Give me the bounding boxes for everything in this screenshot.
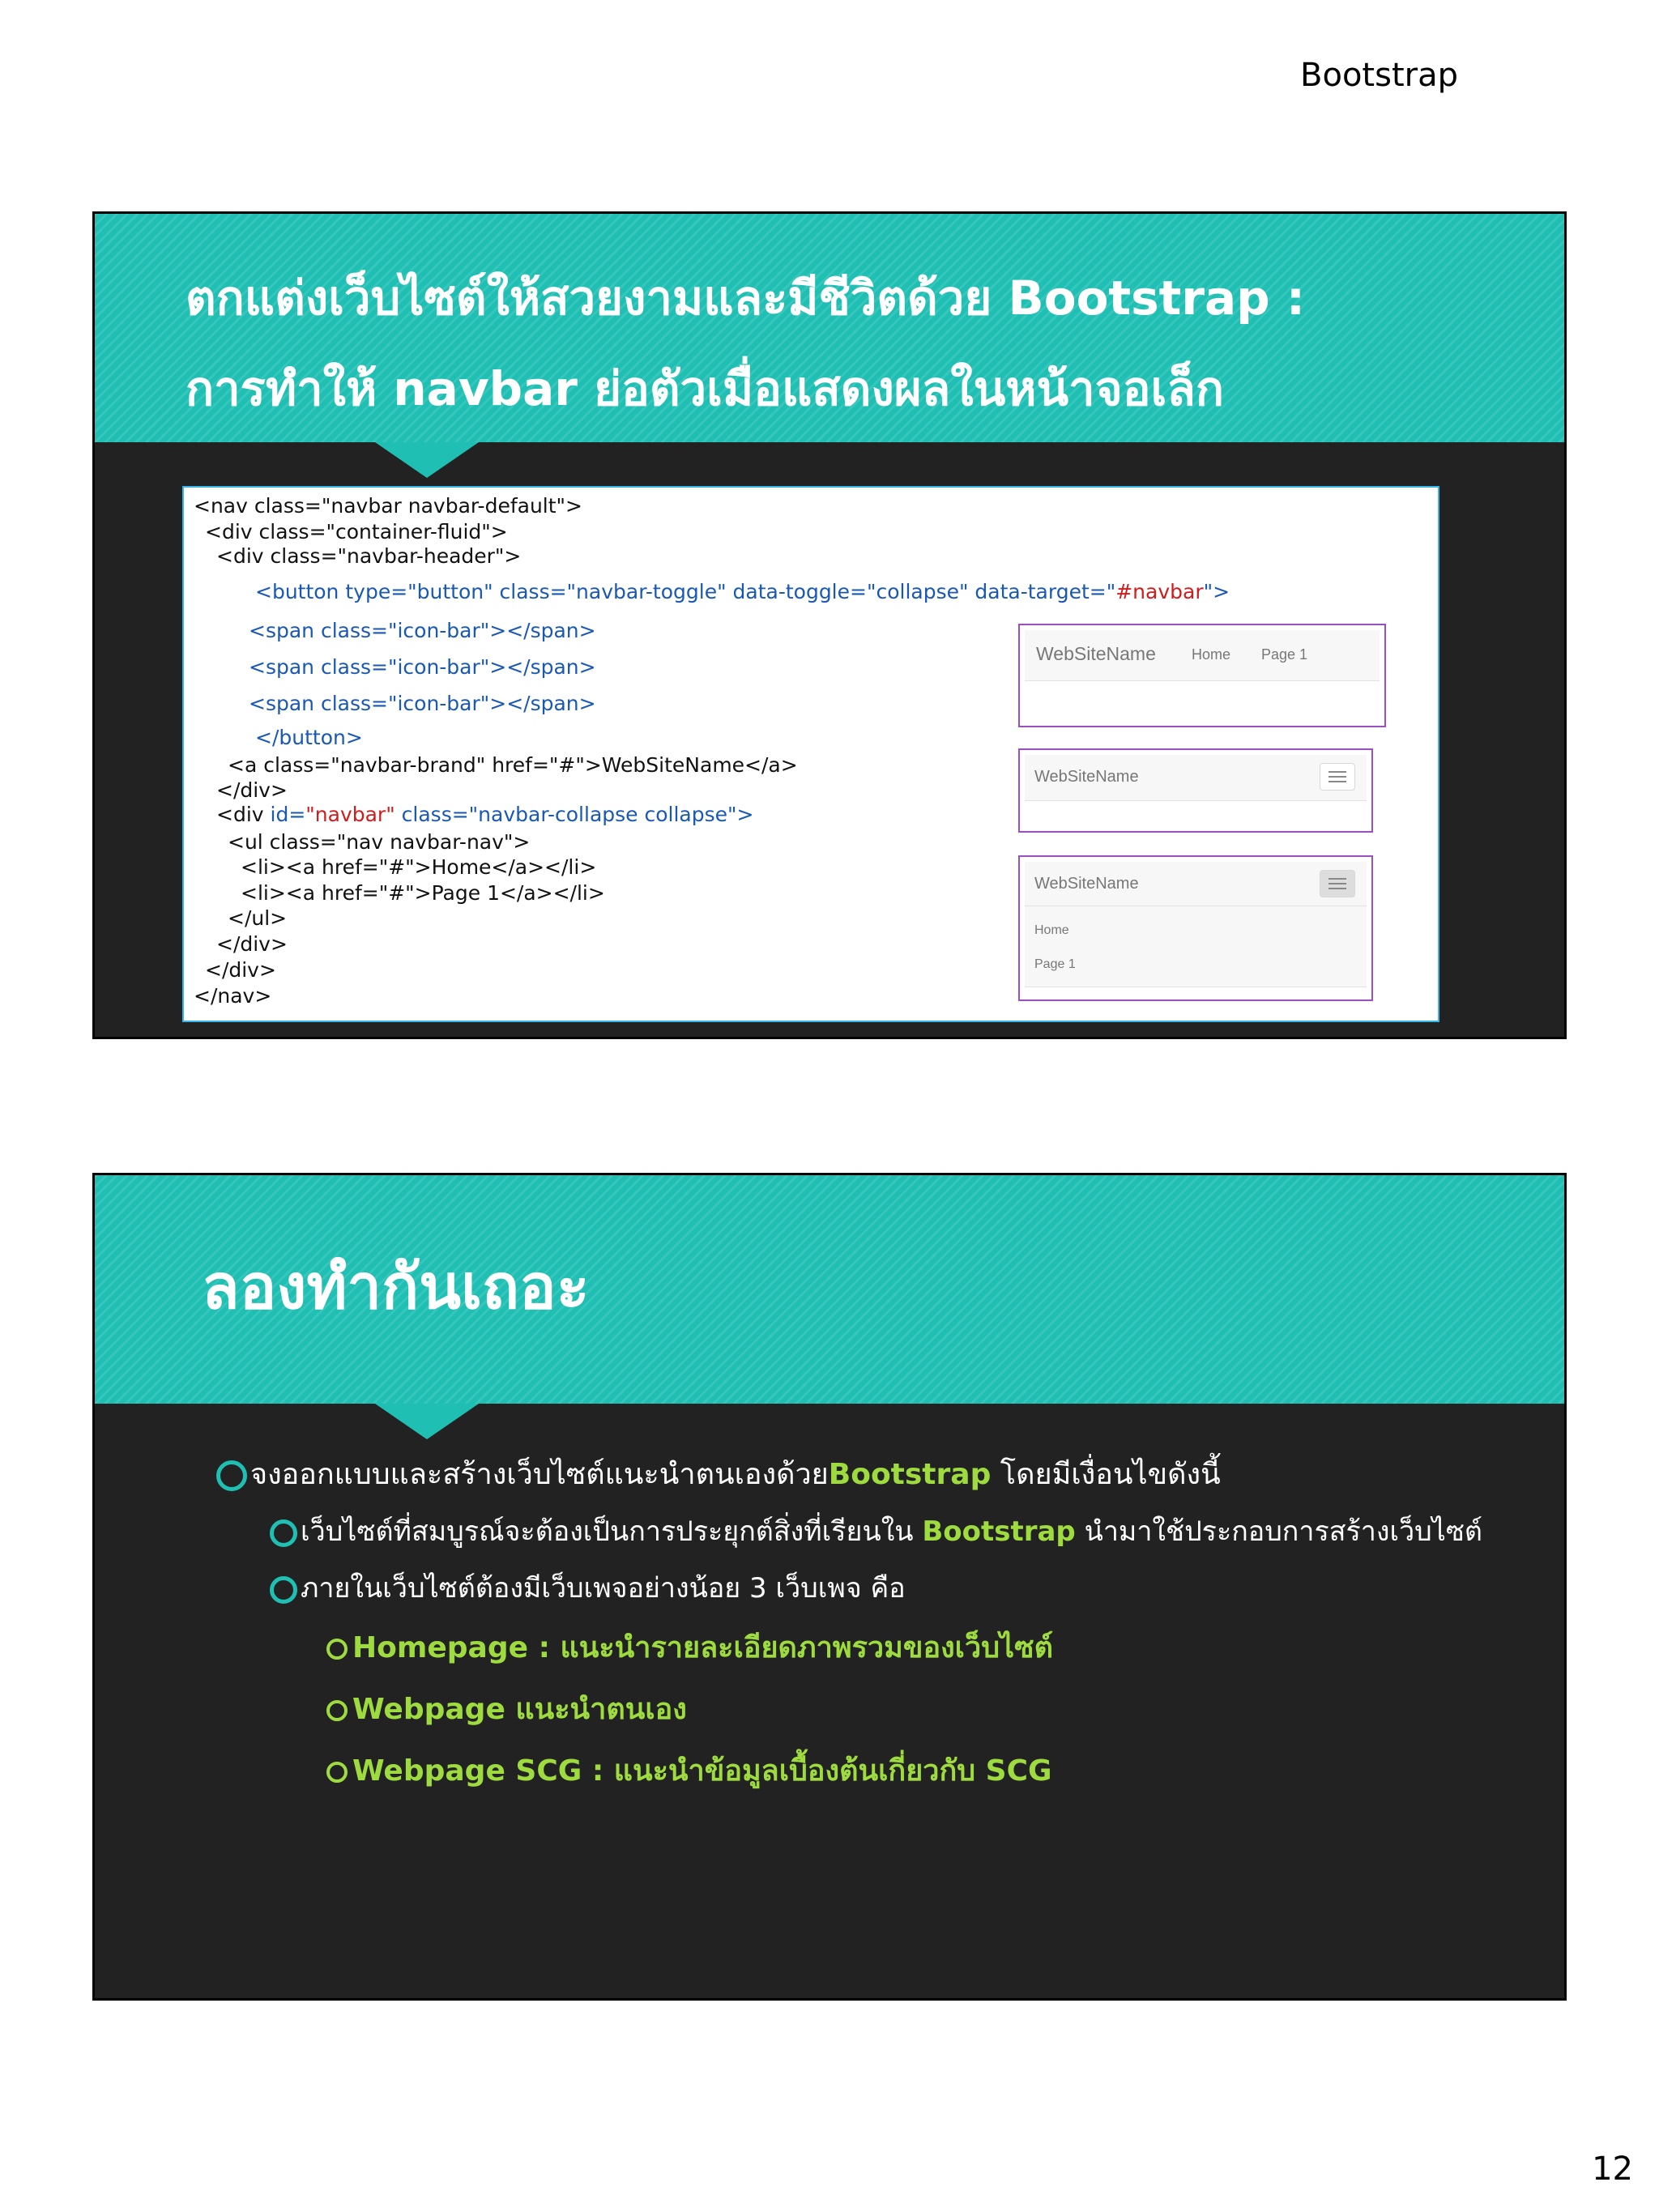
code-line: <span class="icon-bar"></span> [249,692,596,715]
hamburger-icon[interactable] [1320,763,1355,791]
slide-title [186,253,1305,434]
slide-navbar-collapse [92,211,1567,1039]
circle-bullet-icon [270,1576,297,1604]
navbar-link-home[interactable]: Home [1192,646,1231,663]
navbar-link-home[interactable]: Home [1034,923,1069,937]
code-line: <li><a href="#">Home</a></li> [241,855,597,879]
bullet-list [95,1175,1564,1998]
slide-title: ลองทำกันเถอะ [202,1251,590,1323]
code-fragment: <div [216,803,271,826]
bullet-item [270,1509,1482,1553]
title-band-notch [375,442,479,478]
code-line: </div> [216,778,288,802]
circle-bullet-icon [326,1762,348,1783]
code-line: <span class="icon-bar"></span> [249,655,596,679]
code-line: <nav class="navbar navbar-default"> [194,494,582,518]
code-line: <div class="container-fluid"> [205,520,508,543]
bullet-text: Homepage : แนะนำรายละเอียดภาพรวมของเว็บไซต์ [352,1631,1053,1664]
code-fragment: <button type="button" class="navbar-toggle" data-toggle="collapse" data-target=" [255,580,1116,603]
navbar-brand[interactable]: WebSiteName [1034,768,1139,786]
code-fragment-highlight: "navbar" [305,803,395,826]
navbar-bar [1025,862,1367,987]
code-panel [182,486,1439,1022]
code-line [216,803,753,826]
bullet-item [270,1566,906,1609]
bullet-text: จงออกแบบและสร้างเว็บไซต์แนะนำตนเองด้วย [250,1458,829,1491]
navbar-bar [1025,755,1367,801]
navbar-brand[interactable]: WebSiteName [1034,875,1139,893]
circle-bullet-icon [326,1639,348,1660]
navbar-link-page1[interactable]: Page 1 [1034,957,1076,971]
bullet-text: โดยมีเงื่อนไขดังนี้ [991,1458,1221,1491]
bullet-text: ภายในเว็บไซต์ต้องมีเว็บเพจอย่างน้อย 3 เว็บเพจ คือ [301,1572,906,1605]
code-line: </button> [255,726,363,749]
slide-title-line-2: การทำให้ navbar ย่อตัวเมื่อแสดงผลในหน้าจอเล็ก [186,361,1225,416]
code-fragment: "> [1203,580,1230,603]
slide-exercise [92,1173,1567,2001]
bullet-text: นำมาใช้ประกอบการสร้างเว็บไซต์ [1075,1515,1482,1548]
code-fragment-highlight: #navbar [1115,580,1204,603]
bullet-emphasis: Bootstrap [828,1458,992,1491]
page-header: Bootstrap [1300,57,1458,94]
code-line: <a class="navbar-brand" href="#">WebSiteName</a> [228,753,798,777]
circle-bullet-icon [326,1700,348,1721]
code-fragment: class="navbar-collapse collapse"> [394,803,754,826]
slide-title-line-1: ตกแต่งเว็บไซต์ให้สวยงามและมีชีวิตด้วย Bootstrap : [186,271,1306,326]
navbar-preview-collapsed [1018,748,1373,833]
code-line: <div class="navbar-header"> [216,544,522,568]
code-line [255,580,1230,603]
code-fragment: id= [270,803,306,826]
bullet-text: เว็บไซต์ที่สมบูรณ์จะต้องเป็นการประยุกต์สิ่งที่เรียนใน [301,1515,923,1548]
navbar-link-page1[interactable]: Page 1 [1261,646,1308,663]
navbar-preview-wide [1018,624,1386,727]
bullet-emphasis: Bootstrap [922,1515,1076,1548]
code-line: <span class="icon-bar"></span> [249,619,596,642]
circle-bullet-icon [270,1519,297,1547]
bullet-item [216,1451,1221,1497]
bullet-item [326,1686,687,1732]
navbar-bar [1025,630,1380,681]
code-line: <ul class="nav navbar-nav"> [228,830,531,854]
code-line: </nav> [194,984,272,1008]
circle-bullet-icon [216,1460,247,1491]
bullet-text: Webpage แนะนำตนเอง [352,1693,687,1726]
bullet-item [326,1624,1053,1670]
code-line: </div> [216,932,288,956]
code-line: </div> [205,958,276,982]
bullet-text: Webpage SCG : แนะนำข้อมูลเบื้องต้นเกี่ยวกับ SCG [352,1754,1052,1788]
bullet-item [326,1747,1052,1793]
code-line: </ul> [228,906,288,930]
navbar-preview-expanded [1018,855,1373,1001]
navbar-brand[interactable]: WebSiteName [1036,643,1156,664]
page-number: 12 [1592,2150,1633,2188]
code-line: <li><a href="#">Page 1</a></li> [241,881,605,905]
hamburger-icon[interactable] [1320,870,1355,897]
